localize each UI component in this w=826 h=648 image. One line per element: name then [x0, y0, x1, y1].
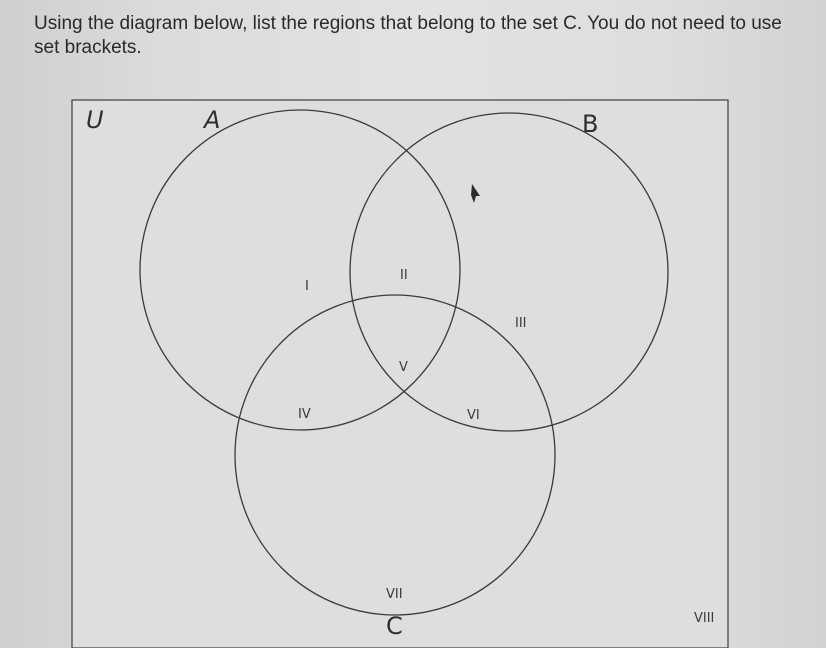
region-label-vii: VII: [386, 587, 403, 602]
universe-label: U: [86, 106, 104, 134]
set-a-label: A: [204, 106, 221, 134]
region-label-ii: II: [400, 268, 408, 283]
set-c-label: C: [386, 612, 403, 640]
region-label-i: I: [305, 279, 309, 294]
question-text: Using the diagram below, list the regions that belong to the set C. You do not need to use set brackets.: [34, 13, 782, 58]
region-label-v: V: [399, 360, 408, 375]
region-label-vi: VI: [467, 408, 480, 423]
set-b-label: B: [582, 110, 599, 138]
region-label-viii: VIII: [694, 611, 715, 626]
region-label-iv: IV: [298, 407, 311, 422]
region-label-iii: III: [515, 316, 527, 331]
